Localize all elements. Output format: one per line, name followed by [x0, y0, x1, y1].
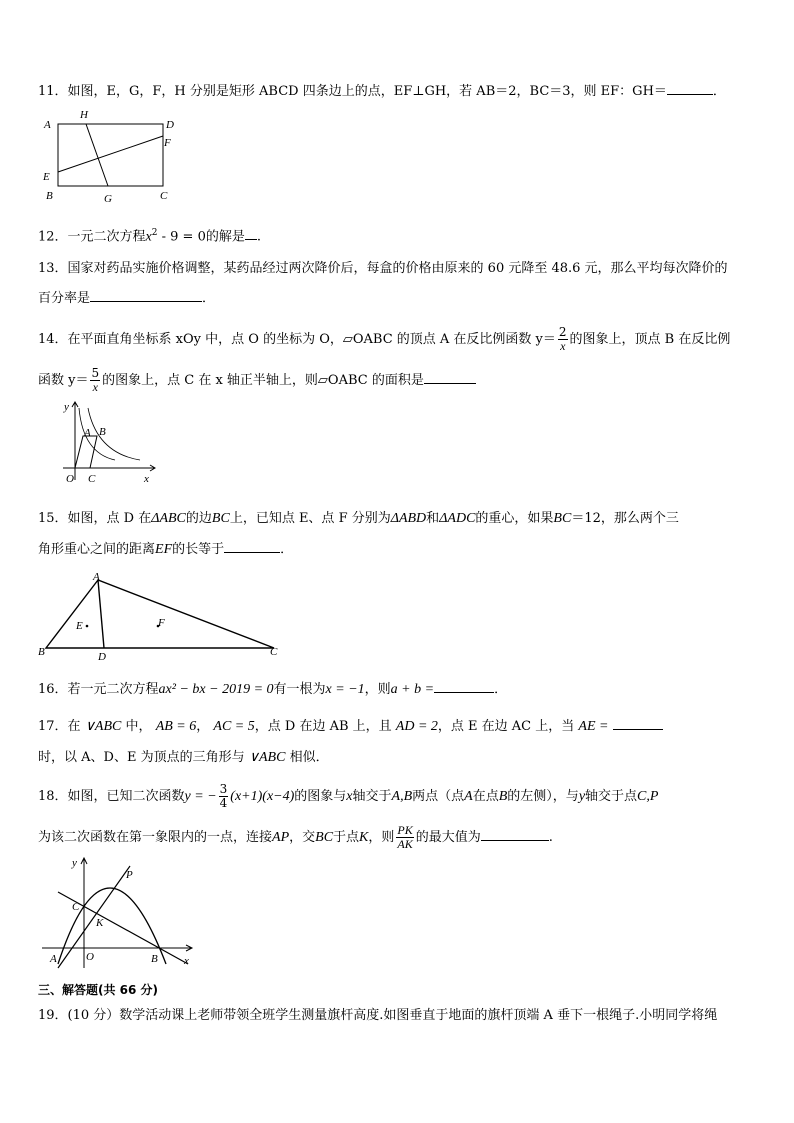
question-13-line1: 13．国家对药品实施价格调整，某药品经过两次降价后，每盒的价格由原来的 60 元降至 48.6 元，那么平均每次降价的 — [38, 261, 728, 276]
label-C: C — [72, 901, 80, 913]
label-H: H — [80, 109, 88, 121]
label-K: K — [96, 917, 104, 929]
answer-blank — [667, 82, 713, 95]
label-O: O — [86, 951, 94, 963]
label-B: B — [38, 646, 45, 658]
q14-coordinate-figure — [55, 398, 165, 490]
label-P: P — [126, 869, 133, 881]
question-16: 16．若一元二次方程ax² − bx − 2019 = 0有一根为x = −1，则a + b = ． — [38, 682, 508, 697]
answer-blank — [481, 828, 549, 841]
label-C: C — [270, 646, 278, 658]
label-A: A — [50, 953, 57, 965]
label-O: O — [66, 473, 74, 485]
label-y: y — [72, 857, 77, 869]
label-B: B — [99, 426, 106, 438]
question-15-line1: 15．如图，点 D 在ΔABC的边BC上，已知点 E、点 F 分别为ΔABD和ΔADC的重心，如果BC＝12，那么两个三 — [38, 511, 679, 526]
label-C: C — [160, 190, 168, 202]
question-17-line1: 17．在 ∨ABC 中， AB = 6， AC = 5，点 D 在边 AB 上，且 AD = 2，点 E 在边 AC 上，当 AE = — [38, 717, 663, 737]
label-E: E — [76, 620, 83, 632]
label-E: E — [43, 171, 50, 183]
question-14-line1: 14．在平面直角坐标系 xOy 中，点 O 的坐标为 O，▱OABC 的顶点 A 在反比例函数 y＝ $\frac{2}{x}$ 的图象上，顶点 B 在反比例 — [38, 325, 731, 353]
label-x: x — [144, 473, 149, 485]
label-D: D — [166, 119, 174, 131]
label-A: A — [93, 571, 100, 583]
answer-blank — [613, 717, 663, 730]
label-F: F — [158, 617, 165, 629]
question-12: 12．一元二次方程$x^2 - 9 = 0$的解是 . — [38, 228, 261, 245]
question-13-line2: 百分率是 ． — [38, 291, 216, 306]
label-x: x — [184, 955, 189, 967]
question-15-line2: 角形重心之间的距离EF的长等于 ． — [38, 542, 294, 557]
label-G: G — [104, 193, 112, 205]
question-18-line2: 为该二次函数在第一象限内的一点，连接AP，交BC于点K，则 $\frac{PK}{AK}$ 的最大值为 . — [38, 823, 553, 851]
label-C: C — [88, 473, 96, 485]
answer-blank — [434, 680, 494, 693]
question-17-line2: 时，以 A、D、E 为顶点的三角形与 ∨ABC 相似． — [38, 750, 329, 765]
question-18-line1: 18．如图，已知二次函数y = − $\frac{3}{4}$ (x+1)(x−4)的图象与x轴交于A,B两点（点A在点B的左侧），与y轴交于点C,P — [38, 782, 659, 810]
label-F: F — [164, 137, 171, 149]
answer-blank — [424, 371, 476, 384]
answer-blank — [90, 289, 202, 302]
q18-parabola-figure — [38, 852, 198, 972]
label-B: B — [46, 190, 53, 202]
question-11: 11．如图，E，G，F，H 分别是矩形 ABCD 四条边上的点，EF⊥GH，若 AB＝2，BC＝3，则 EF：GH＝ ． — [38, 84, 726, 99]
section-heading: 三、解答题(共 66 分) — [38, 983, 159, 997]
q15-triangle-figure — [36, 568, 286, 664]
label-y: y — [64, 401, 69, 413]
label-A: A — [84, 427, 91, 439]
question-14-line2: 函数 y＝ $\frac{5}{x}$ 的图象上，点 C 在 x 轴正半轴上，则▱OABC 的面积是 — [38, 367, 476, 394]
label-D: D — [98, 651, 106, 663]
label-B: B — [151, 953, 158, 965]
answer-blank — [245, 227, 257, 240]
question-19: 19．(10 分）数学活动课上老师带领全班学生测量旗杆高度.如图垂直于地面的旗杆顶端 A 垂下一根绳子.小明同学将绳 — [38, 1008, 718, 1023]
q11-rectangle-figure — [38, 106, 188, 206]
q11-text: 11．如图，E，G，F，H 分别是矩形 ABCD 四条边上的点，EF⊥GH，若 AB＝2，BC＝3，则 EF：GH＝ — [38, 84, 667, 99]
answer-blank — [224, 540, 280, 553]
label-A: A — [44, 119, 51, 131]
